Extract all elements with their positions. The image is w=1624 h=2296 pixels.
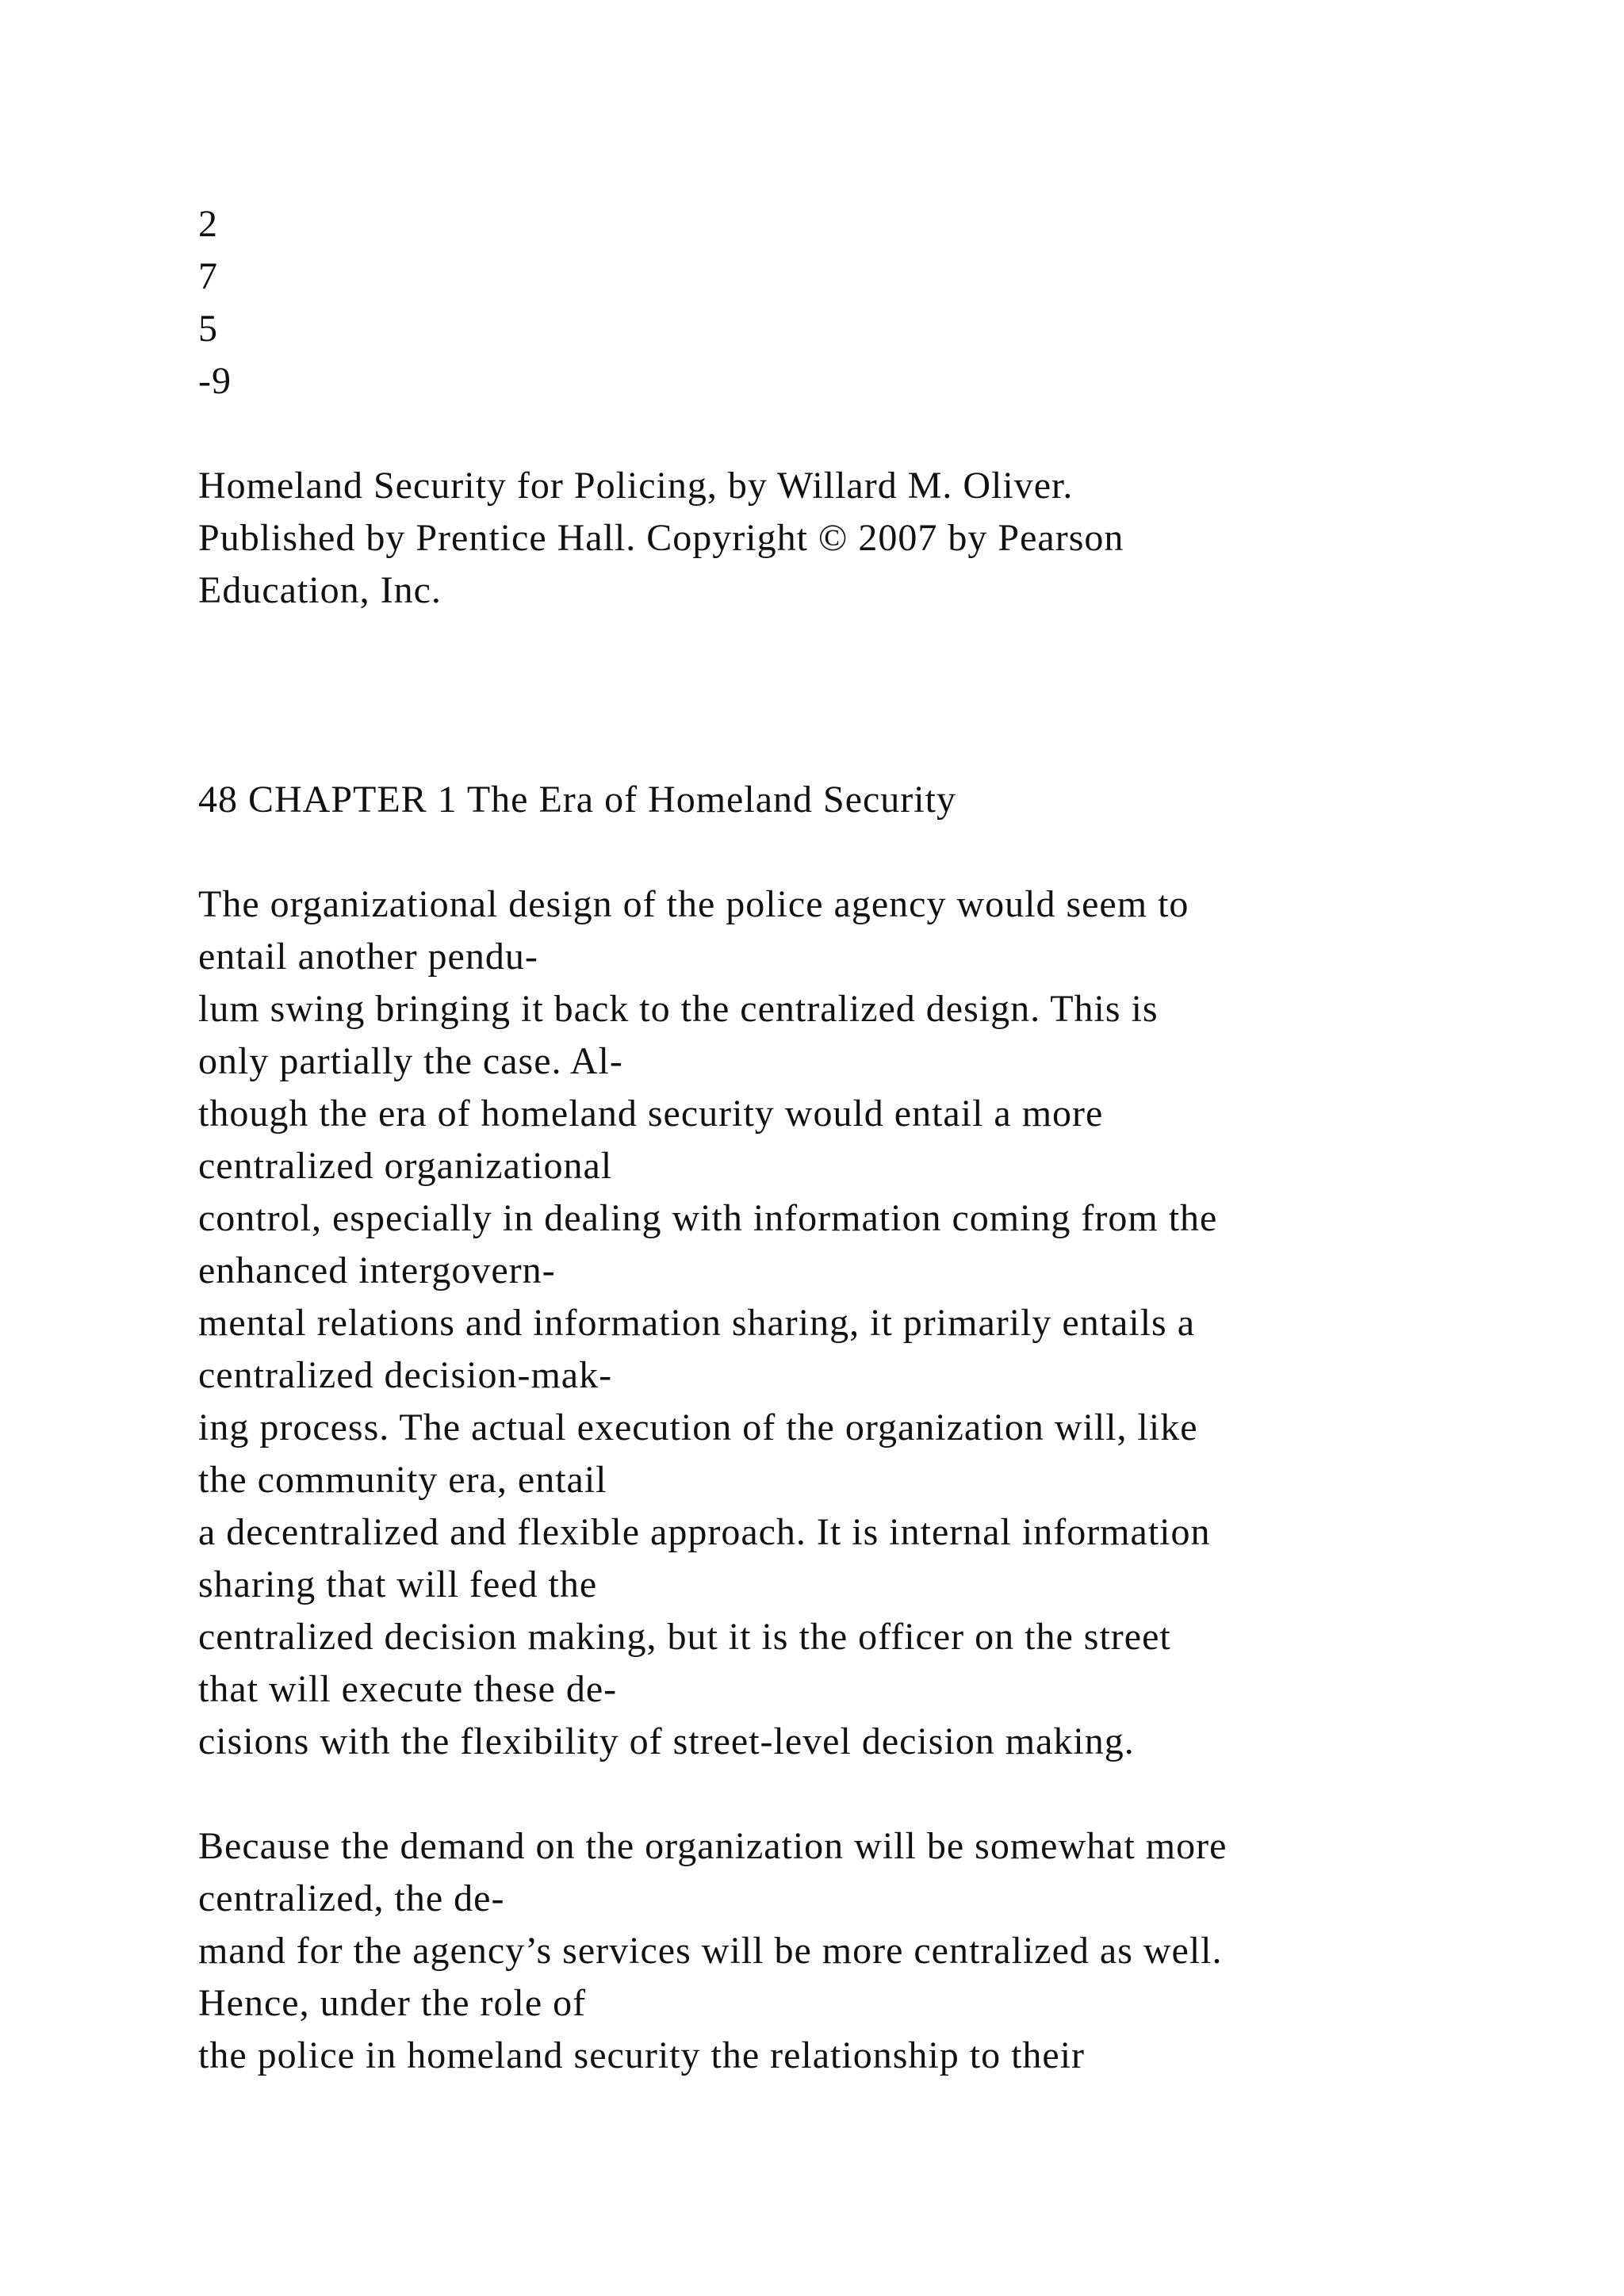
paragraph-line: centralized decision making, but it is the officer on the street [198, 1616, 1171, 1658]
spacer [198, 1768, 1546, 1820]
paragraph-line: control, especially in dealing with information coming from the [198, 1197, 1218, 1239]
paragraph-line: ing process. The actual execution of the organization will, like [198, 1406, 1198, 1448]
paragraph-line: sharing that will feed the [198, 1563, 598, 1605]
page-number-fragment: 5 [198, 308, 218, 350]
spacer [198, 408, 1546, 460]
paragraph-line: only partially the case. Al- [198, 1040, 623, 1082]
paragraph-line: centralized, the de- [198, 1877, 505, 1919]
paragraph-line: centralized decision-mak- [198, 1354, 613, 1396]
spacer [198, 826, 1546, 878]
paragraph-line: the police in homeland security the relationship to their [198, 2034, 1086, 2076]
chapter-header: 48 CHAPTER 1 The Era of Homeland Security [198, 779, 956, 821]
paragraph-line: mand for the agency’s services will be more centralized as well. [198, 1930, 1223, 1972]
paragraph-line: a decentralized and flexible approach. It is internal information [198, 1511, 1211, 1553]
page-number-fragment: 2 [198, 203, 218, 245]
paragraph-2 [198, 1820, 1546, 2082]
paragraph-line: entail another pendu- [198, 936, 538, 978]
paragraph-line: Hence, under the role of [198, 1982, 587, 2024]
page-number-fragment: -9 [198, 360, 232, 402]
paragraph-line: lum swing bringing it back to the centralized design. This is [198, 988, 1159, 1030]
citation-line: Education, Inc. [198, 569, 442, 611]
paragraph-line: The organizational design of the police agency would seem to [198, 883, 1189, 925]
paragraph-line: cisions with the flexibility of street-level decision making. [198, 1720, 1135, 1762]
paragraph-1 [198, 878, 1546, 1768]
paragraph-line: the community era, entail [198, 1459, 607, 1501]
paragraph-line: mental relations and information sharing, it primarily entails a [198, 1302, 1196, 1344]
page-number-fragment: 7 [198, 255, 218, 297]
paragraph-line: centralized organizational [198, 1145, 613, 1187]
citation-line: Homeland Security for Policing, by Willard M. Oliver. [198, 465, 1074, 507]
paragraph-line: enhanced intergovern- [198, 1249, 556, 1292]
citation-line: Published by Prentice Hall. Copyright © 2007 by Pearson [198, 517, 1124, 559]
citation-block [198, 460, 1546, 617]
document-text [198, 198, 1546, 2082]
paragraph-line: that will execute these de- [198, 1668, 618, 1710]
spacer [198, 617, 1546, 774]
paragraph-line: Because the demand on the organization will be somewhat more [198, 1825, 1228, 1867]
paragraph-line: though the era of homeland security would entail a more [198, 1093, 1104, 1135]
